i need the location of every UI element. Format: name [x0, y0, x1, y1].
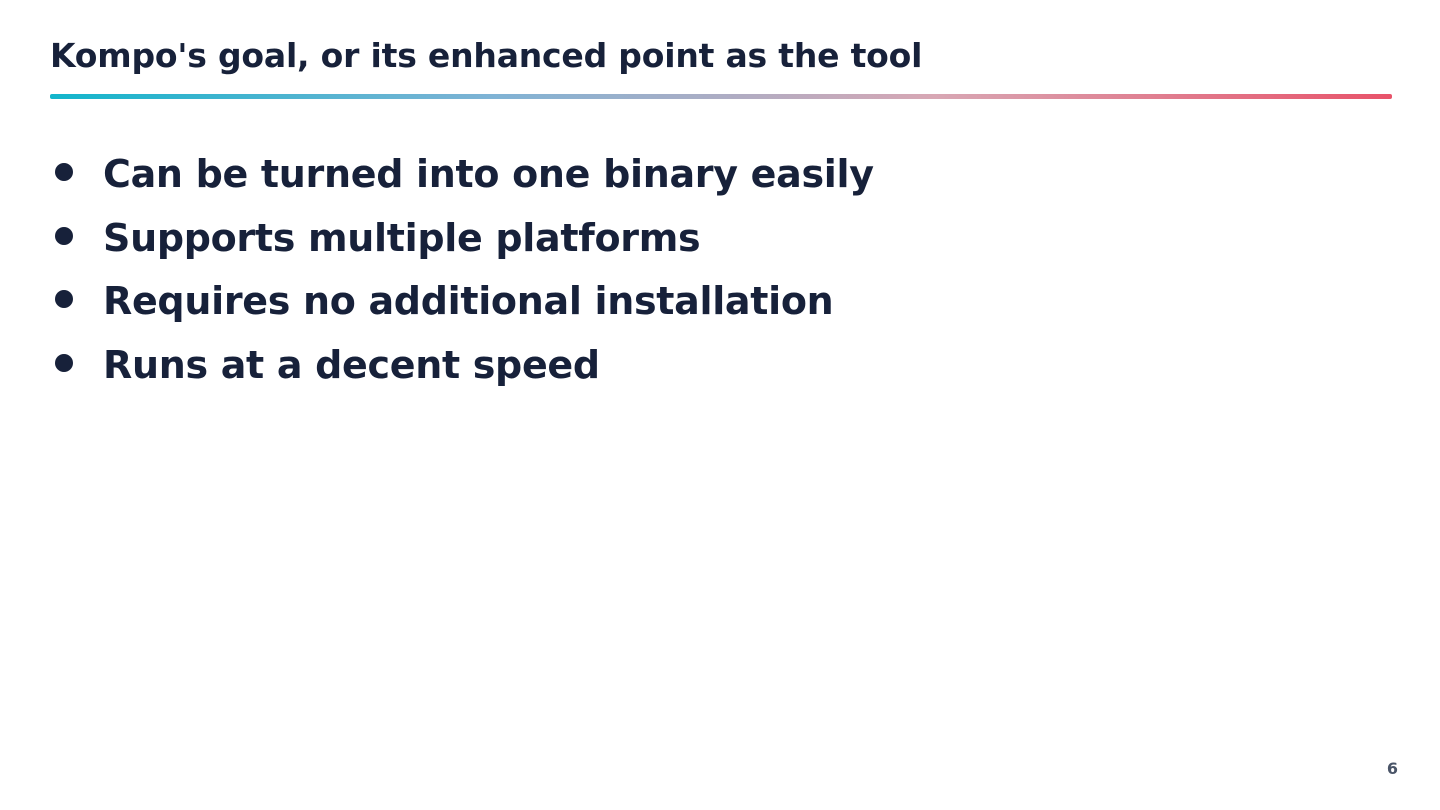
- list-item: [55, 216, 1355, 262]
- list-item-label: Runs at a decent speed: [103, 342, 600, 387]
- bullet-dot-icon: [55, 163, 73, 181]
- page-number: 6: [1386, 759, 1398, 778]
- page-title: Kompo's goal, or its enhanced point as the tool: [50, 36, 923, 75]
- list-item: [55, 343, 1355, 389]
- bullet-list: [55, 152, 1355, 406]
- title-divider: [50, 94, 1392, 99]
- list-item: [55, 152, 1355, 198]
- list-item-label: Requires no additional installation: [103, 279, 834, 324]
- bullet-dot-icon: [55, 290, 73, 308]
- list-item-label: Supports multiple platforms: [103, 215, 701, 260]
- list-item: [55, 279, 1355, 325]
- bullet-dot-icon: [55, 354, 73, 372]
- bullet-dot-icon: [55, 227, 73, 245]
- list-item-label: Can be turned into one binary easily: [103, 152, 874, 196]
